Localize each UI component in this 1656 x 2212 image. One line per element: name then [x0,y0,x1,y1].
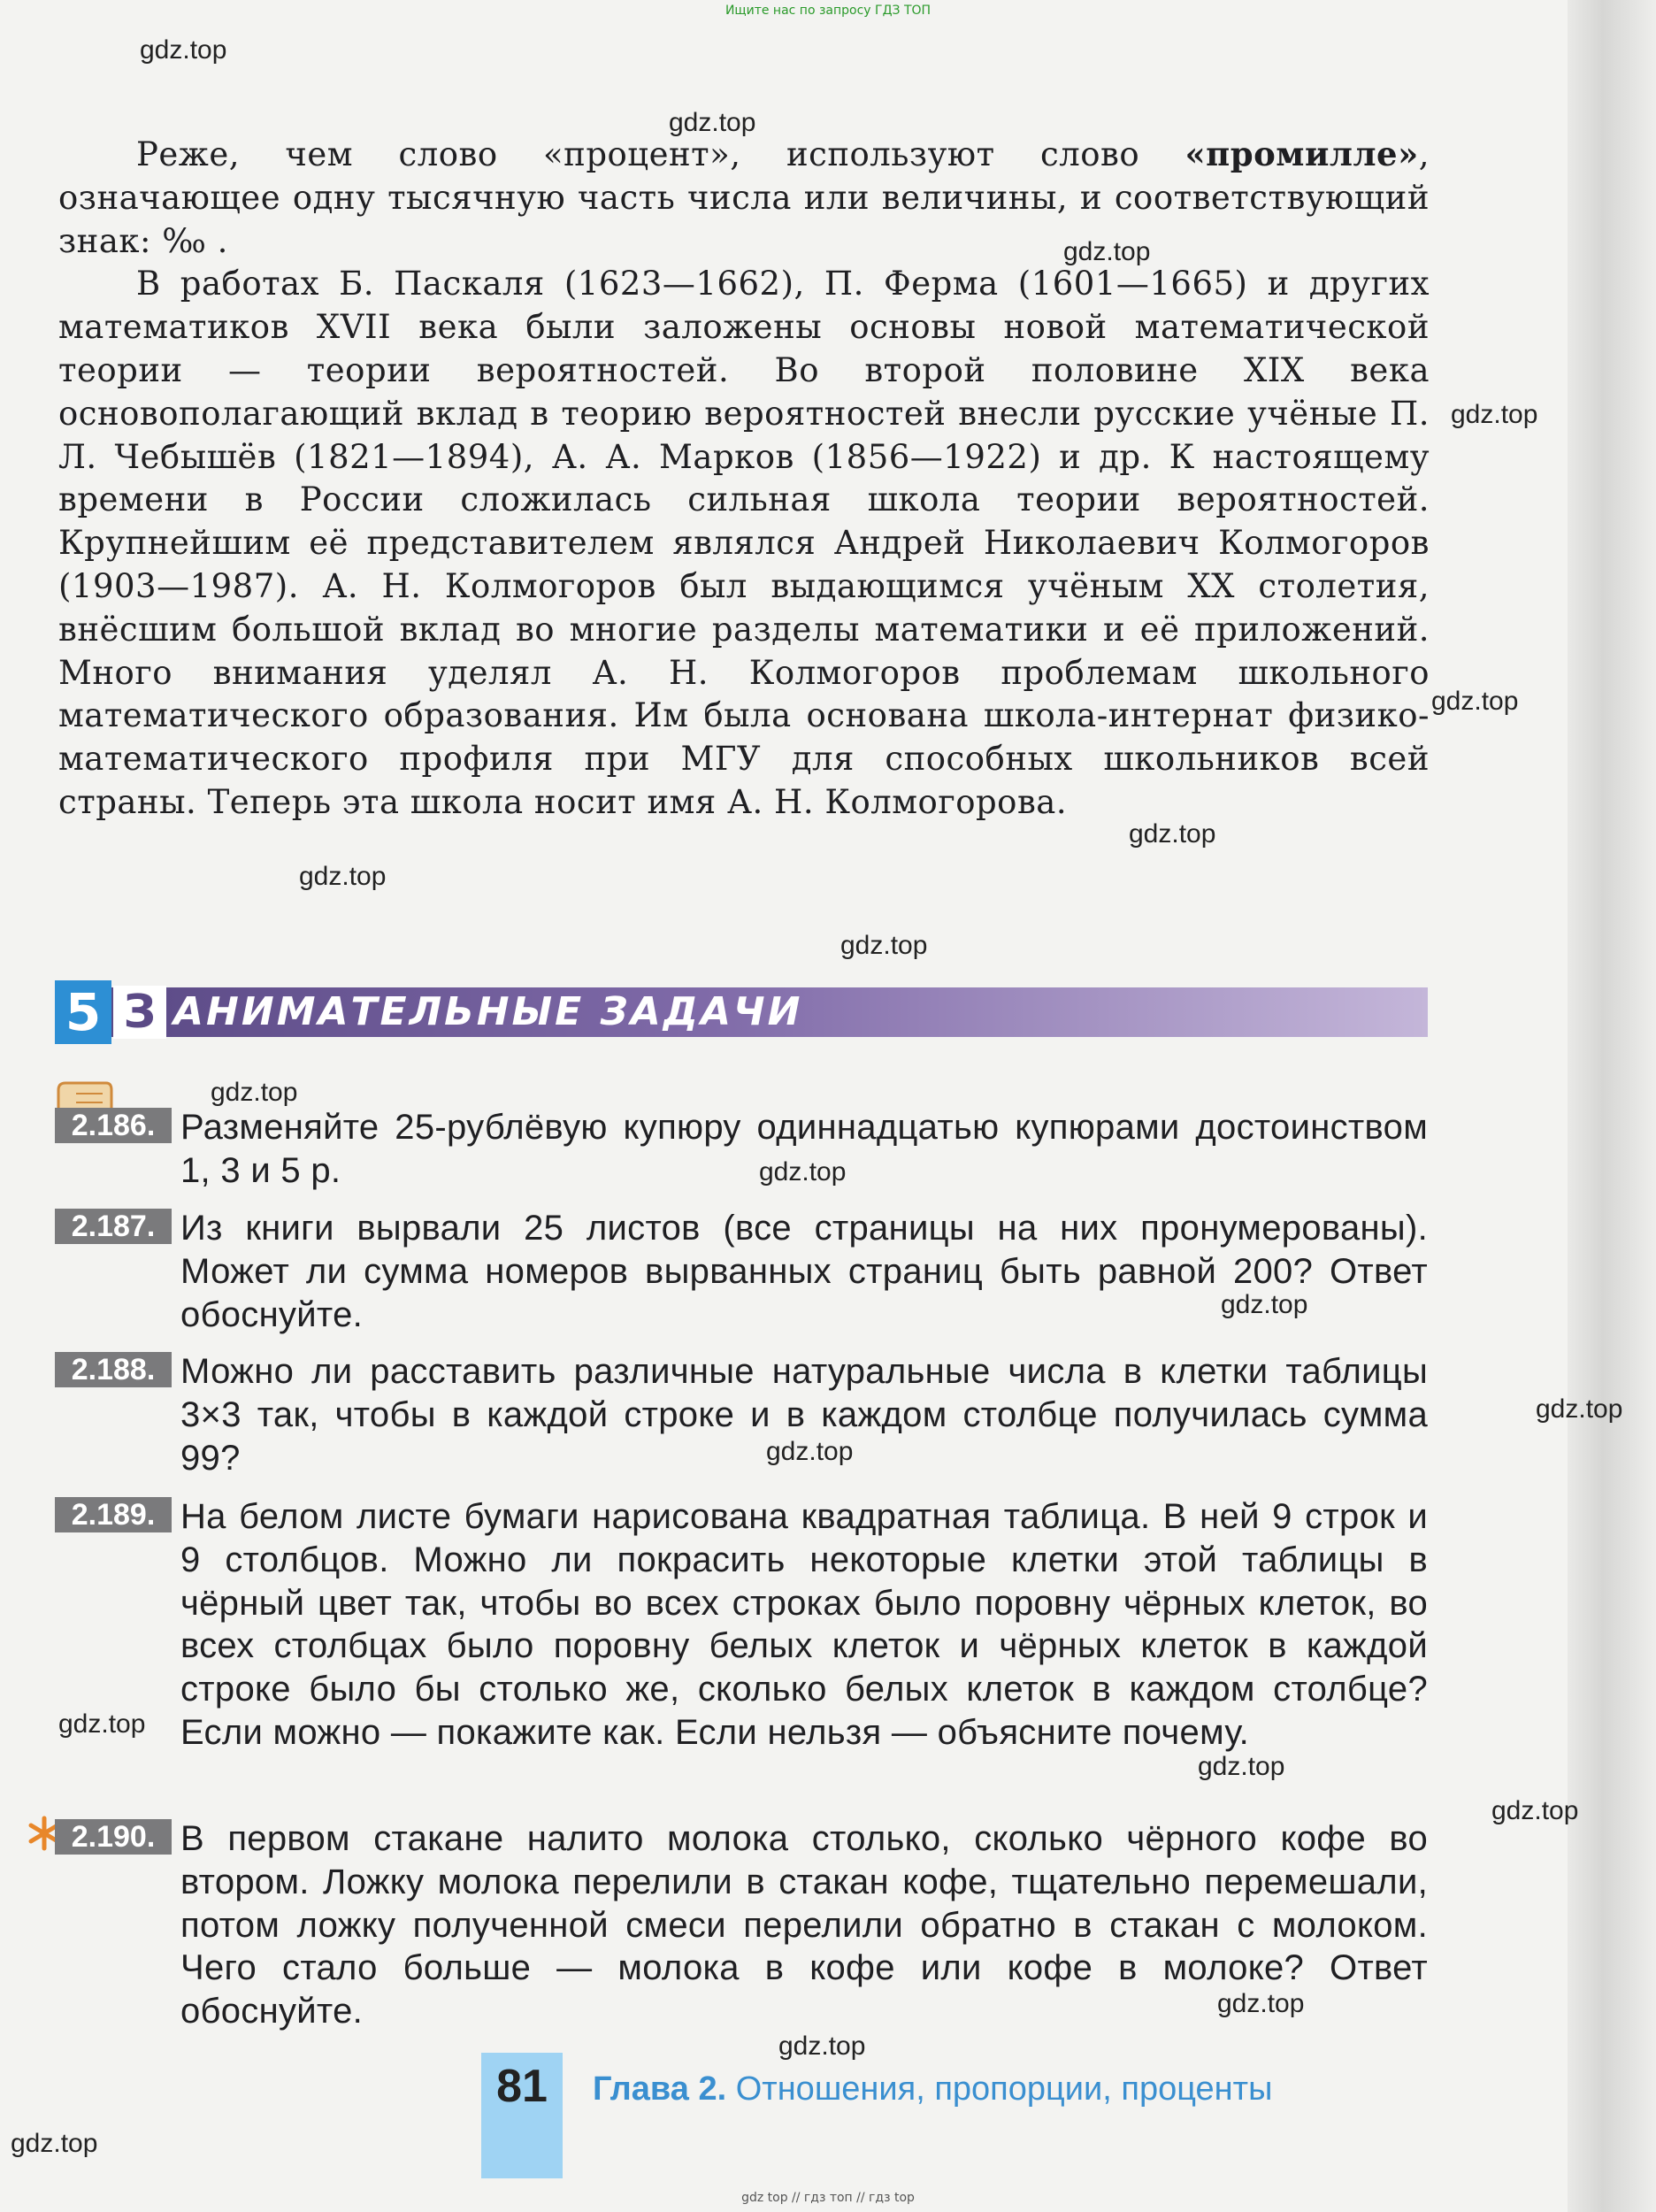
problem-number: 2.189. [55,1497,172,1532]
watermark: gdz.top [11,2129,98,2158]
term-promille: «промилле» [1184,134,1419,173]
chapter-title [593,2070,1272,2108]
problem-number: 2.188. [55,1352,172,1387]
section-title: АНИМАТЕЛЬНЫЕ ЗАДАЧИ [173,989,803,1034]
page-number: 81 [496,2061,548,2112]
problem-2-187 [55,1207,1428,1336]
problem-2-190 [55,1817,1428,2033]
problem-text: На белом листе бумаги нарисована квадратная таблица. В ней 9 строк и 9 столбцов. Можно ли покрасить некоторые клетки этой таблицы в чёрный цвет так, чтобы во всех строках было поровну чёрных клеток, во всех столбцах было поровну белых клеток и чёрных клеток в каждой строке было бы столько же, сколько белых клеток в каждом столбце? Если можно — покажите как. Если нельзя — объясните почему. [180,1497,1428,1752]
problem-text: Разменяйте 25-рублёвую купюру одиннадцатью купюрами достоинством 1, 3 и 5 р. [180,1108,1428,1190]
problem-text: В первом стакане налито молока столько, сколько чёрного кофе во втором. Ложку молока перелили в стакан кофе, тщательно перемешали, потом ложку полученной смеси перелили обратно в стакан с молоком. Чего стало больше — молока в кофе или кофе в молоке? Ответ обоснуйте. [180,1819,1428,2032]
watermark: gdz.top [766,1437,854,1466]
page-edge-shadow [1568,0,1656,2212]
problem-2-189 [55,1495,1428,1755]
problem-number: 2.190. [55,1819,172,1855]
watermark: gdz.top [1431,687,1519,716]
watermark: gdz.top [58,1709,146,1739]
watermark: gdz.top [1217,1989,1305,2018]
problem-number: 2.187. [55,1209,172,1244]
chapter-name: Отношения, пропорции, проценты [735,2070,1273,2108]
watermark: gdz.top [1198,1752,1285,1781]
problem-number: 2.186. [55,1108,172,1143]
watermark: gdz.top [1451,400,1538,429]
chapter-label: Глава 2. [593,2070,727,2108]
problem-2-188 [55,1350,1428,1479]
watermark: gdz.top [1063,237,1151,266]
watermark: gdz.top [669,108,756,137]
watermark: gdz.top [840,931,928,960]
watermark: gdz.top [1536,1394,1623,1424]
watermark: gdz.top [778,2032,866,2061]
history-paragraph-promille: Реже, чем слово «процент», используют слово «промилле», означающее одну тысячную часть числа или величины, и соответствующий знак: ‰ . [58,134,1430,260]
watermark: gdz.top [1129,819,1216,849]
problem-text: Из книги вырвали 25 листов (все страницы на них пронумерованы). Может ли сумма номеров вырванных страниц быть равной 200? Ответ обоснуйте. [180,1209,1428,1334]
history-paragraph-probability: В работах Б. Паскаля (1623—1662), П. Ферма (1601—1665) и других математиков XVII века были заложены основы новой математической теории — теории вероятностей. Во второй половине XIX века основополагающий вклад в теорию вероятностей внесли русские учёные П. Л. Чебышёв (1821—1894), А. А. Марков (1856—1922) и др. К настоящему времени в России сложилась сильная школа теории вероятностей. Крупнейшим её представителем являлся Андрей Николаевич Колмогоров (1903—1987). А. Н. Колмогоров был выдающимся учёным XX столетия, внёсшим большой вклад во многие разделы математики и её приложений. Много внимания уделял А. Н. Колмогоров проблемам школьного математического образования. Им была основана школа-интернат физико-математического профиля при МГУ для способных школьников всей страны. Теперь эта школа носит имя А. Н. Колмогорова. [58,265,1430,821]
watermark: gdz.top [759,1157,847,1187]
watermark: gdz.top [1491,1796,1579,1825]
section-title-initial: З [113,986,166,1039]
problem-text: Можно ли расставить различные натуральные числа в клетки таблицы 3×3 так, чтобы в каждой строке и в каждом столбце получилась сумма 99? [180,1352,1428,1478]
watermark: gdz.top [1221,1290,1308,1319]
watermark: gdz.top [299,862,387,891]
bottom-note: gdz top // гдз топ // гдз top [741,2191,915,2205]
watermark: gdz.top [140,35,227,65]
section-header [55,980,1428,1044]
watermark: gdz.top [211,1078,298,1107]
problem-2-186 [55,1106,1428,1193]
section-number: 5 [55,980,111,1044]
top-note: Ищите нас по запросу ГДЗ ТОП [724,4,932,18]
historical-note [58,133,1430,825]
